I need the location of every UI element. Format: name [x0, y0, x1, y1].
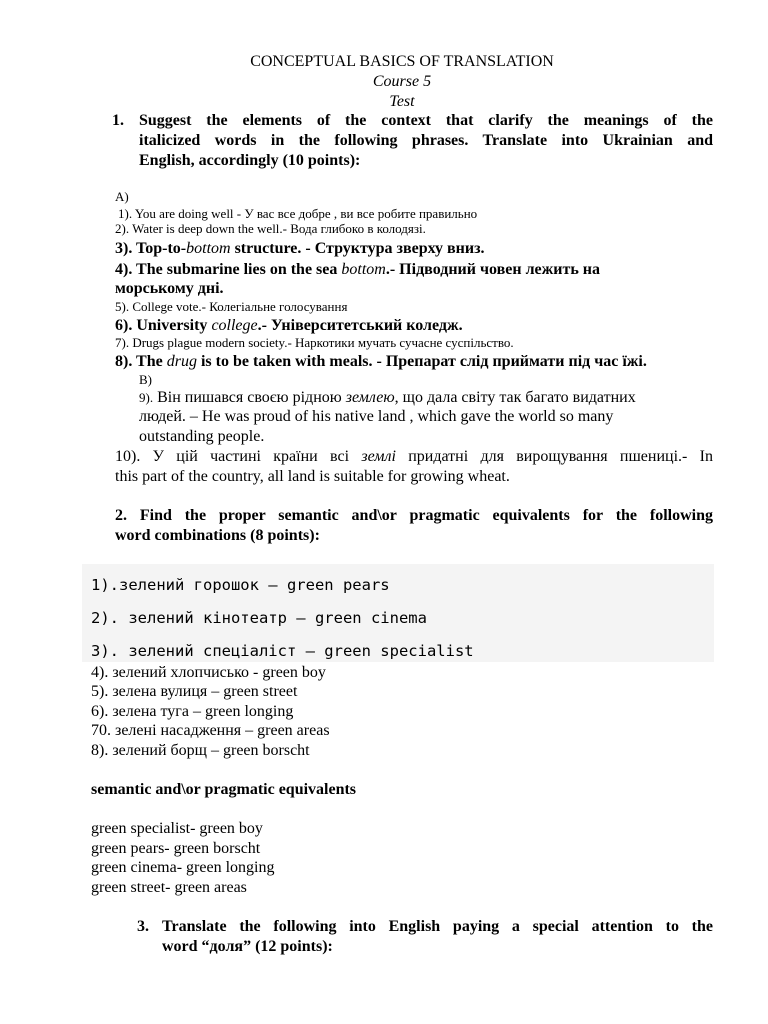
task1-item-10: 10). У цій частині країни всі землі придатні для вирощування пшениці.- In [115, 448, 714, 465]
italic-word-bottom: bottom [186, 240, 231, 257]
task1-number: 1. [112, 112, 124, 129]
course-label: Course 5 [372, 73, 432, 90]
task3-line1: Translate the following into English paying a special attention to the [162, 918, 713, 935]
task1-line3: English, accordingly (10 points): [139, 152, 361, 169]
task2-line1: 2. Find the proper semantic and\or pragmatic equivalents for the following [115, 507, 713, 524]
task1-item-9: 9). Він пишався своєю рідною землею, що дала світу так багато видатних [139, 389, 636, 406]
task1-item-10-cont: this part of the country, all land is suitable for growing wheat. [115, 468, 510, 485]
task2-item-7: 70. зелені насадження – green areas [91, 722, 330, 739]
equivalent-4: green street- green areas [91, 879, 247, 896]
equivalent-1: green specialist- green boy [91, 820, 263, 837]
task2-item-4: 4). зелений хлопчисько - green boy [91, 664, 326, 681]
task3-line2: word “доля” (12 points): [162, 938, 333, 955]
task1-item-1: 1). You are doing well - У вас все добре , ви все робите правильно [118, 206, 478, 221]
italic-word-college: college [211, 317, 258, 334]
italic-word-drug: drug [166, 353, 197, 370]
task1-line2: italicized words in the following phrases. Translate into Ukrainian and [139, 132, 713, 149]
italic-word-bottom: bottom [341, 261, 386, 278]
task3-number: 3. [137, 918, 149, 935]
section-b-label: B) [139, 372, 152, 387]
equivalent-2: green pears- green borscht [91, 840, 261, 857]
task1-item-2: 2). Water is deep down the well.- Вода глибоко в колодязі. [115, 221, 426, 236]
task1-item-6: 6). University college.- Університетський коледж. [115, 317, 463, 334]
task1-item-7: 7). Drugs plague modern society.- Наркотики мучать сучасне суспільство. [115, 335, 514, 350]
equivalent-3: green cinema- green longing [91, 859, 275, 876]
code-item-3: 3). зелений спеціаліст – green specialist [91, 642, 474, 660]
equivalents-heading: semantic and\or pragmatic equivalents [91, 781, 357, 798]
task2-item-5: 5). зелена вулиця – green street [91, 683, 298, 700]
task1-item-4-cont: морському дні. [115, 280, 224, 297]
test-label: Test [389, 93, 415, 110]
task2-item-6: 6). зелена туга – green longing [91, 703, 294, 720]
task1-item-4: 4). The submarine lies on the sea bottom.- Підводний човен лежить на [115, 261, 600, 278]
italic-word-zemli: землі [361, 448, 396, 465]
task1-item-3: 3). Top-to-bottom structure. - Структура зверху вниз. [115, 240, 485, 257]
code-item-1: 1).зелений горошок – green pears [91, 576, 390, 594]
italic-word-zemleyu: землею [345, 389, 395, 406]
code-item-2: 2). зелений кінотеатр – green cinema [91, 609, 427, 627]
task2-line2: word combinations (8 points): [115, 527, 320, 544]
task2-item-8: 8). зелений борщ – green borscht [91, 742, 310, 759]
task1-item-9-cont2: outstanding people. [139, 428, 265, 445]
section-a-label: A) [115, 189, 129, 204]
task1-item-5: 5). College vote.- Колегіальне голосування [115, 299, 348, 314]
task1-item-9-cont: людей. – He was proud of his native land , which gave the world so many [139, 408, 614, 425]
document-title: CONCEPTUAL BASICS OF TRANSLATION [250, 53, 554, 70]
task1-line1: Suggest the elements of the context that clarify the meanings of the [139, 112, 713, 129]
task1-item-8: 8). The drug is to be taken with meals. - Препарат слід приймати під час їжі. [115, 353, 647, 370]
